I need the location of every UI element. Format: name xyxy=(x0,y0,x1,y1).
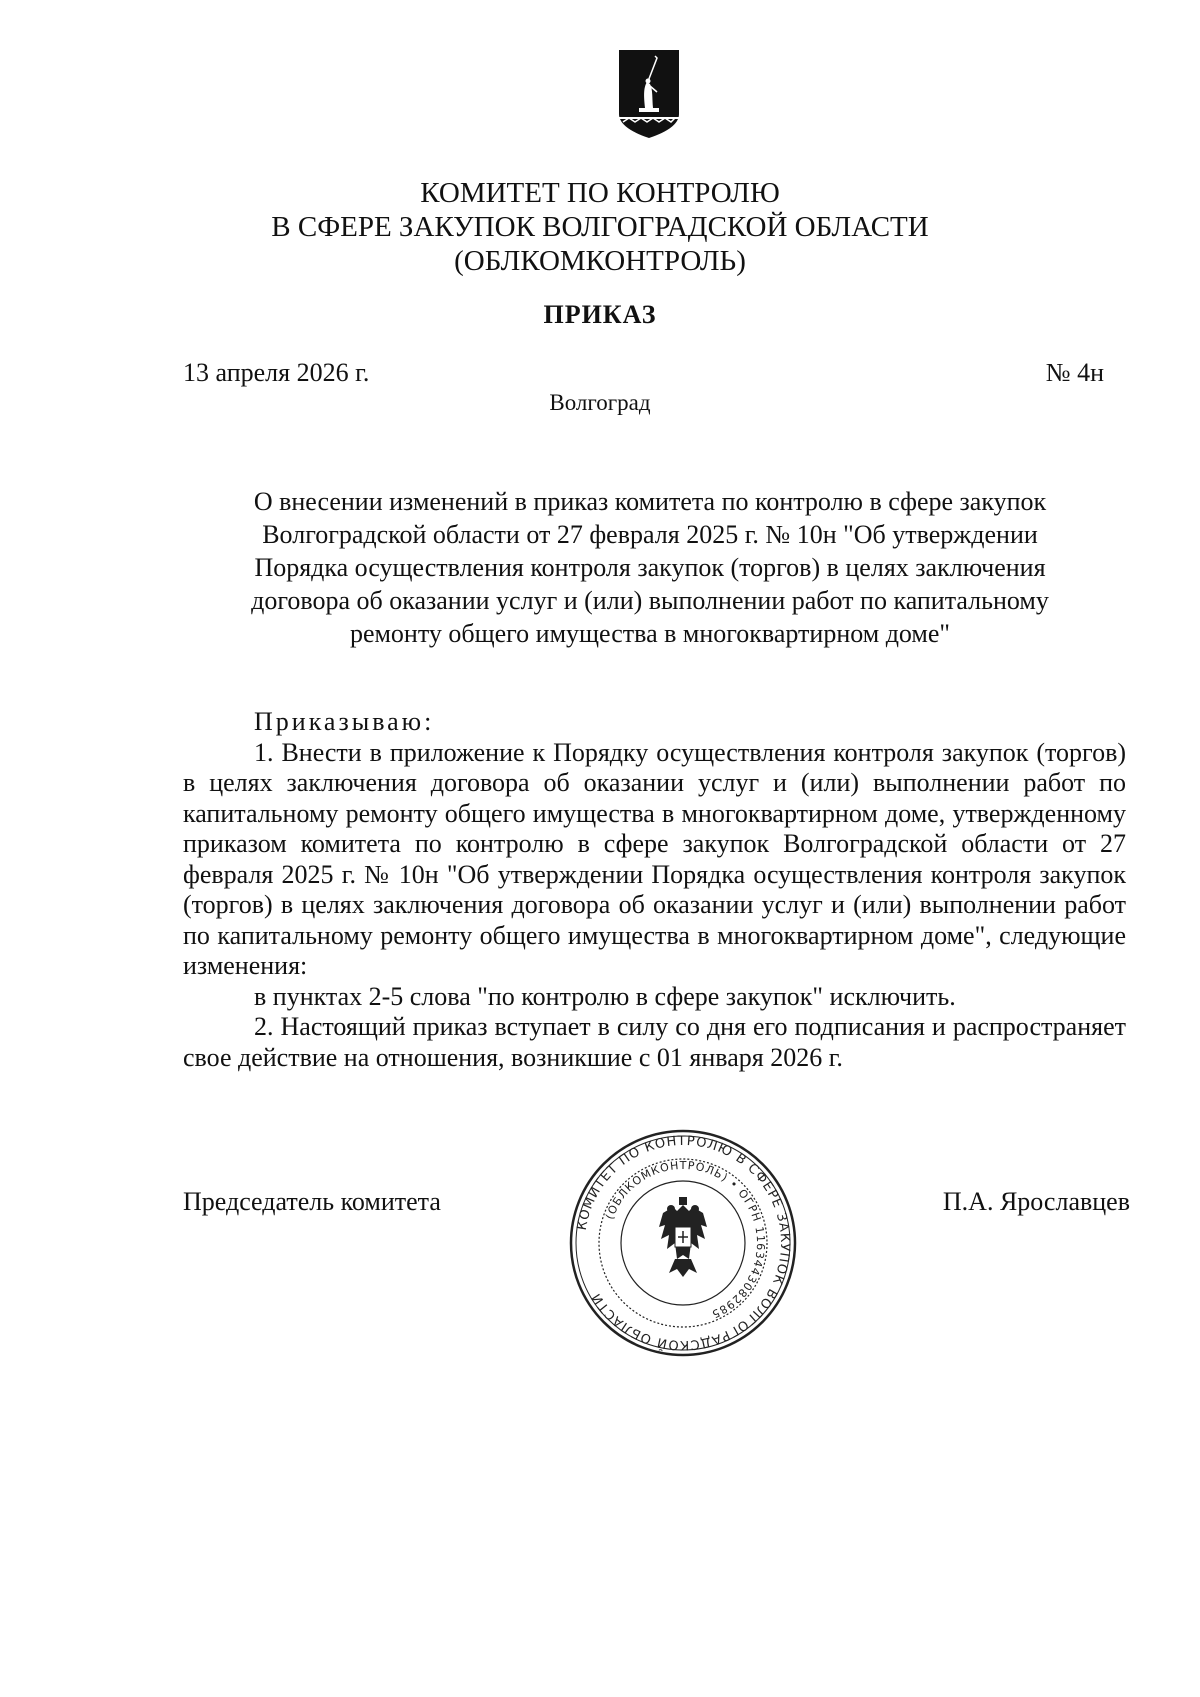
document-city: Волгоград xyxy=(549,390,651,415)
subject-line: Волгоградской области от 27 февраля 2025 г. № 10н "Об утверждении xyxy=(262,520,1038,549)
org-line-1: КОМИТЕТ ПО КОНТРОЛЮ xyxy=(420,177,780,209)
document-title: ПРИКАЗ xyxy=(543,300,657,329)
volgograd-coat-of-arms-icon xyxy=(617,48,681,140)
paragraph-2: 2. Настоящий приказ вступает в силу со дня его подписания и распространяет свое действие на отношения, возникшие с 01 января 2026 г. xyxy=(183,1012,1126,1072)
seal-outer-text: КОМИТЕТ ПО КОНТРОЛЮ В СФЕРЕ ЗАКУПОК ВОЛГОГРАДСКОЙ ОБЛАСТИ xyxy=(574,1133,793,1353)
document-subject xyxy=(200,485,1100,650)
official-round-seal-icon xyxy=(567,1127,799,1359)
document-date: 13 апреля 2026 г. xyxy=(183,358,370,387)
subject-line: О внесении изменений в приказ комитета по контролю в сфере закупок xyxy=(253,487,1047,516)
subject-line: Порядка осуществления контроля закупок (торгов) в целях заключения xyxy=(254,553,1046,582)
org-line-2: В СФЕРЕ ЗАКУПОК ВОЛГОГРАДСКОЙ ОБЛАСТИ xyxy=(271,211,929,243)
order-word: Приказываю: xyxy=(254,707,435,736)
organization-name xyxy=(0,176,1200,278)
seal-inner-text: (ОБЛКОМКОНТРОЛЬ) • ОГРН 1163443082985 xyxy=(603,1158,768,1321)
subject-line: договора об оказании услуг и (или) выполнении работ по капитальному xyxy=(251,586,1049,615)
signer-position: Председатель комитета xyxy=(183,1187,441,1216)
paragraph-1: 1. Внести в приложение к Порядку осуществления контроля закупок (торгов) в целях заключения договора об оказании услуг и (или) выполнении работ по капитальному ремонту общего имущества в многоквартирном доме, утвержденному приказом комитета по контролю в сфере закупок Волгоградской области от 27 февраля 2025 г. № 10н "Об утверждении Порядка осуществления контроля закупок (торгов) в целях заключения договора об оказании услуг и (или) выполнении работ по капитальному ремонту общего имущества в многоквартирном доме", следующие изменения: xyxy=(183,737,1126,980)
document-number: № 4н xyxy=(1045,358,1104,387)
org-line-3: (ОБЛКОМКОНТРОЛЬ) xyxy=(454,245,746,277)
signer-name: П.А. Ярославцев xyxy=(942,1187,1130,1216)
paragraph-1-sub: в пунктах 2-5 слова "по контролю в сфере закупок" исключить. xyxy=(254,981,956,1011)
subject-line: ремонту общего имущества в многоквартирном доме" xyxy=(349,619,951,648)
document-body xyxy=(183,707,1126,1073)
